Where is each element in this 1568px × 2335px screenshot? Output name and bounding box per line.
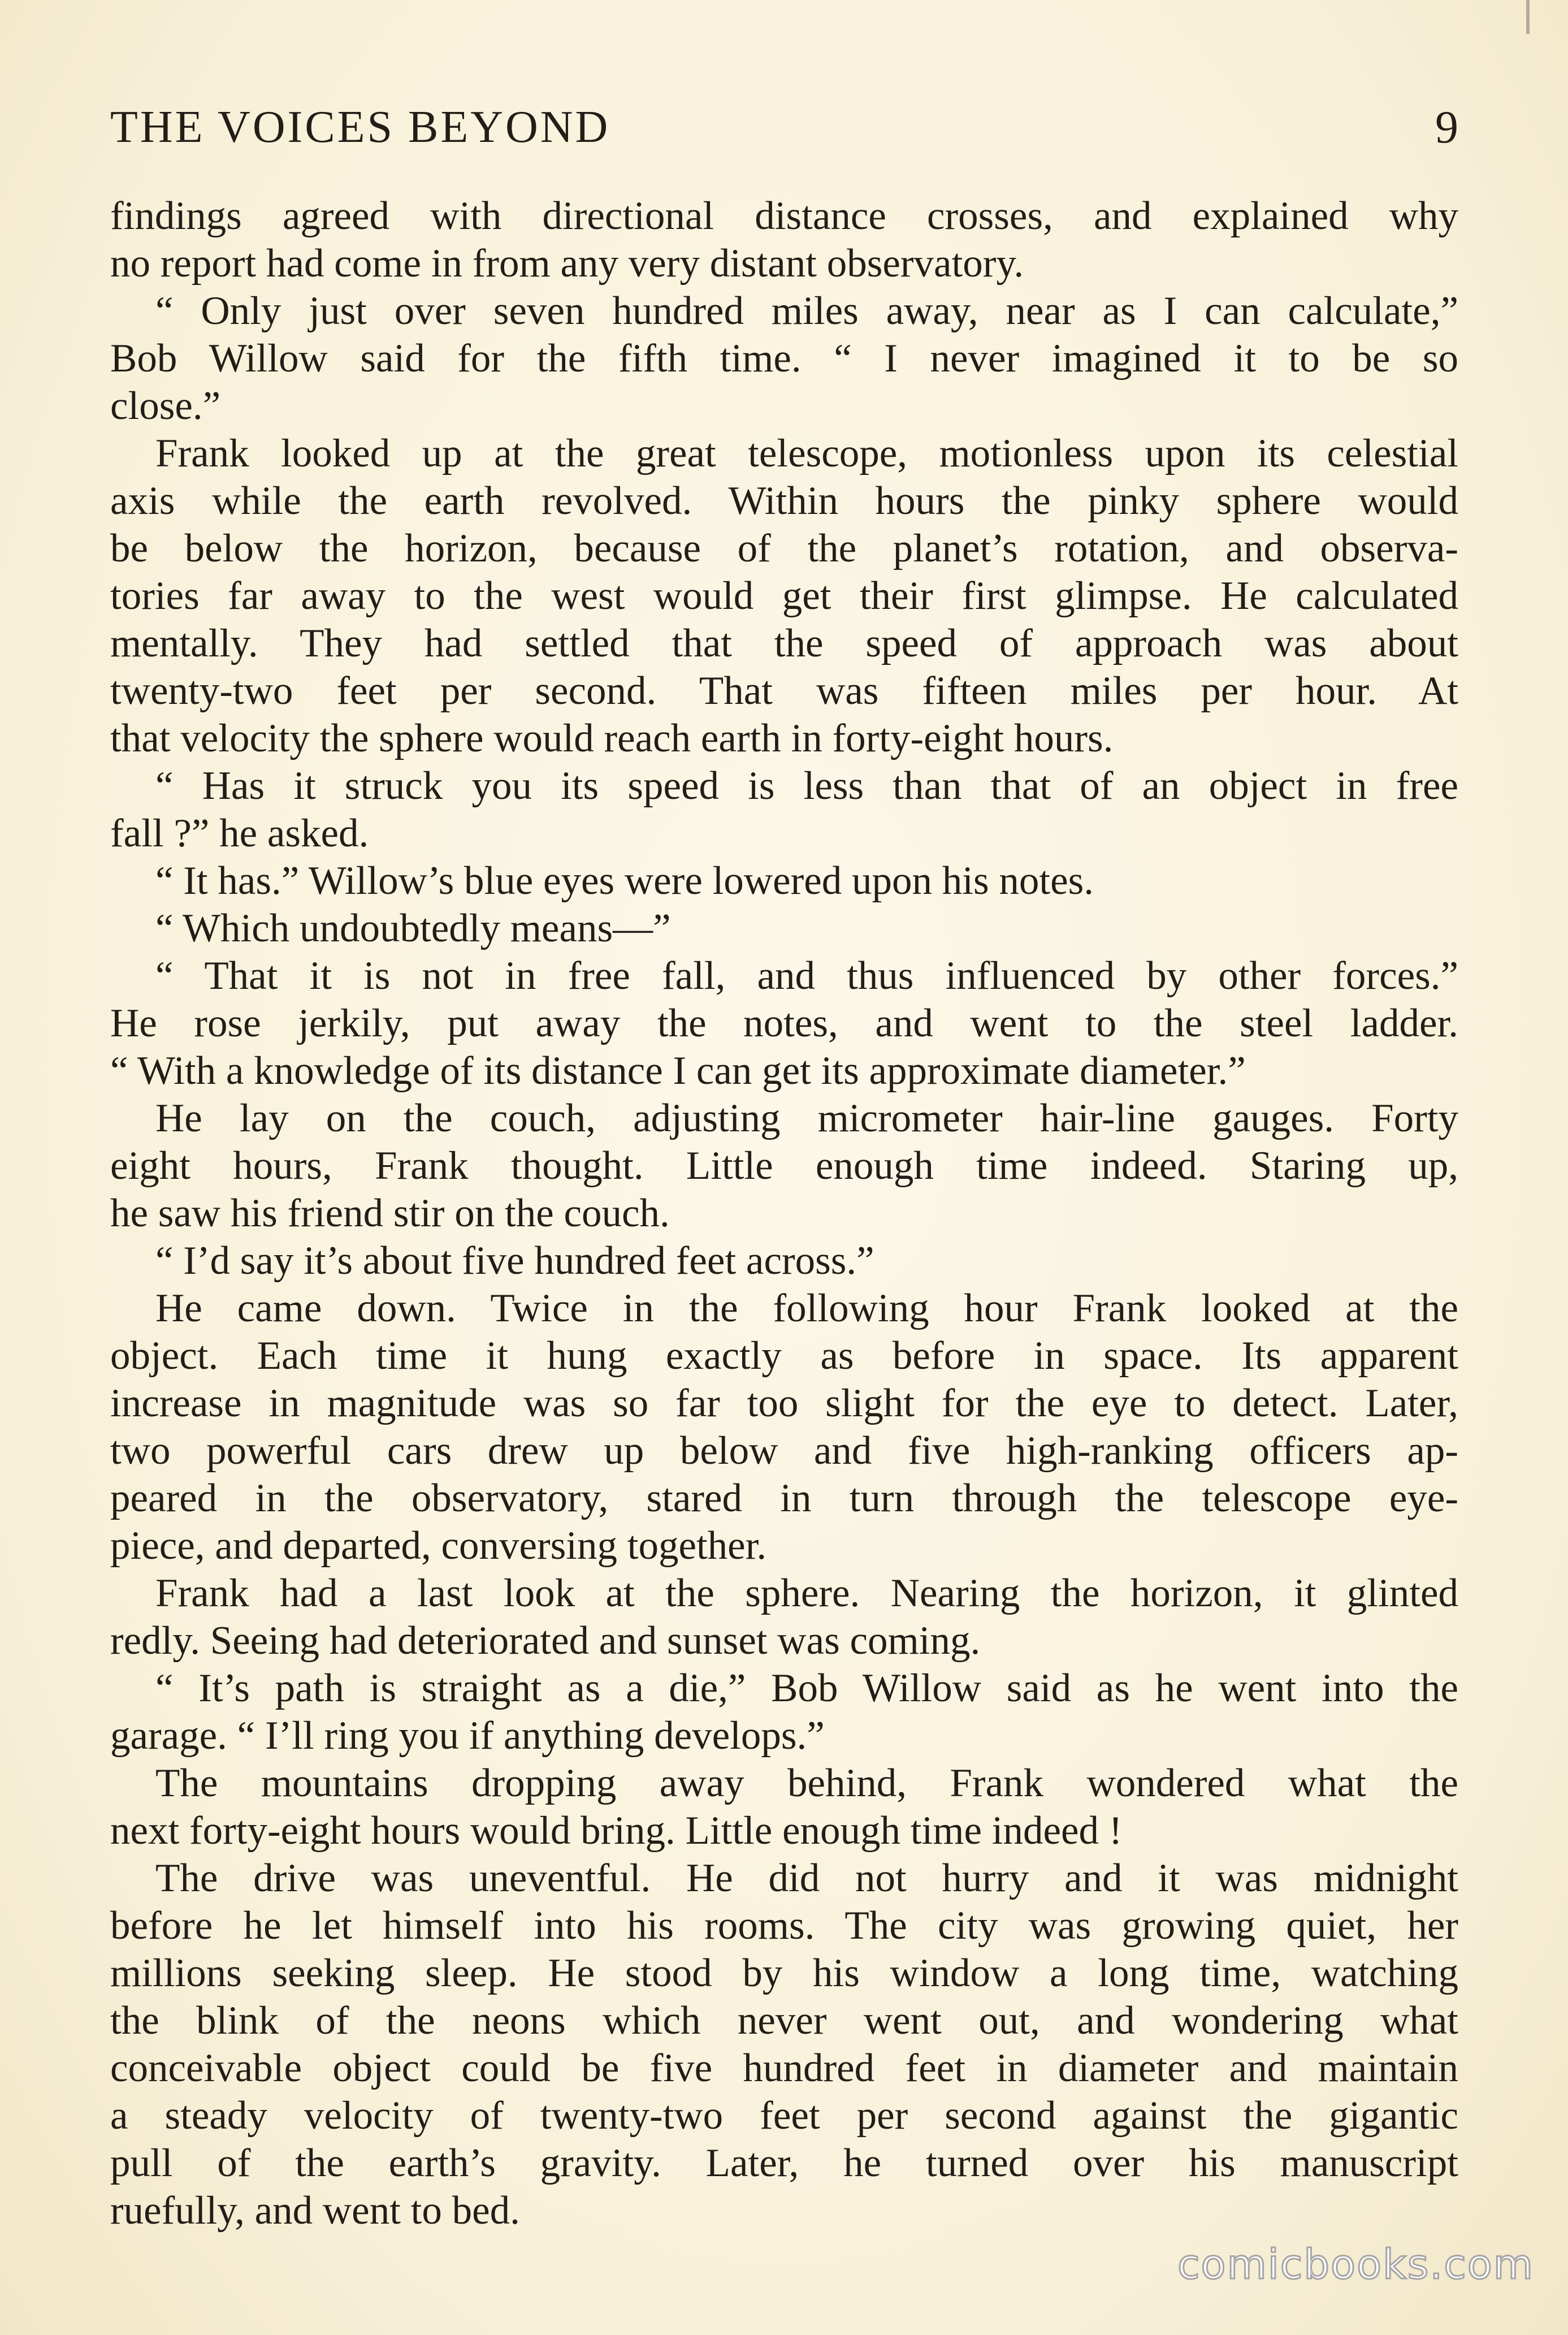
text-line: a steady velocity of twenty-two feet per second against the gigantic: [110, 2094, 1458, 2138]
text-line: piece, and departed, conversing together.: [110, 1524, 767, 1568]
text-line: ruefully, and went to bed.: [110, 2189, 520, 2233]
text-line: “ I’d say it’s about five hundred feet across.”: [155, 1239, 874, 1283]
text-line: “ It’s path is straight as a die,” Bob Willow said as he went into the: [155, 1666, 1458, 1710]
text-line: “ That it is not in free fall, and thus influenced by other forces.”: [155, 954, 1458, 998]
text-line: Frank looked up at the great telescope, motionless upon its celestial: [155, 431, 1458, 475]
body-text: [110, 192, 1458, 2234]
text-line: axis while the earth revolved. Within hours the pinky sphere would: [110, 479, 1458, 523]
text-line: twenty-two feet per second. That was fifteen miles per hour. At: [110, 669, 1458, 713]
text-line: before he let himself into his rooms. The city was growing quiet, her: [110, 1904, 1458, 1948]
text-line: He came down. Twice in the following hour Frank looked at the: [155, 1286, 1458, 1330]
text-line: The mountains dropping away behind, Frank wondered what the: [155, 1761, 1458, 1805]
text-line: “ It has.” Willow’s blue eyes were lowered upon his notes.: [155, 859, 1094, 903]
text-line: conceivable object could be five hundred feet in diameter and maintain: [110, 2046, 1458, 2090]
page-number: 9: [1435, 101, 1458, 153]
text-line: “ Only just over seven hundred miles away, near as I can calculate,”: [155, 289, 1458, 333]
text-line: garage. “ I’ll ring you if anything develops.”: [110, 1714, 825, 1758]
running-head: THE VOICES BEYOND: [110, 102, 610, 152]
text-line: findings agreed with directional distance crosses, and explained why: [110, 194, 1458, 238]
watermark: comicbooks.com: [1177, 2241, 1534, 2288]
page-edge-mark: [1526, 0, 1530, 34]
text-line: “ With a knowledge of its distance I can get its approximate diameter.”: [110, 1049, 1246, 1093]
text-line: He lay on the couch, adjusting micrometer hair-line gauges. Forty: [155, 1096, 1458, 1140]
text-line: The drive was uneventful. He did not hurry and it was midnight: [155, 1856, 1458, 1900]
text-line: no report had come in from any very distant observatory.: [110, 241, 1024, 286]
text-line: “ Has it struck you its speed is less than that of an object in free: [155, 764, 1458, 808]
text-line: next forty-eight hours would bring. Little enough time indeed !: [110, 1809, 1123, 1853]
text-line: he saw his friend stir on the couch.: [110, 1191, 670, 1235]
text-line: close.”: [110, 384, 221, 428]
text-line: pull of the earth’s gravity. Later, he turned over his manuscript: [110, 2141, 1458, 2185]
text-line: eight hours, Frank thought. Little enough time indeed. Staring up,: [110, 1144, 1458, 1188]
text-line: mentally. They had settled that the speed of approach was about: [110, 621, 1458, 665]
text-line: Frank had a last look at the sphere. Nearing the horizon, it glinted: [155, 1571, 1458, 1615]
text-line: that velocity the sphere would reach earth in forty-eight hours.: [110, 716, 1114, 760]
text-line: object. Each time it hung exactly as before in space. Its apparent: [110, 1334, 1458, 1378]
text-line: He rose jerkily, put away the notes, and went to the steel ladder.: [110, 1001, 1458, 1045]
page-header: [110, 93, 1458, 161]
text-line: the blink of the neons which never went out, and wondering what: [110, 1999, 1458, 2043]
text-line: increase in magnitude was so far too slight for the eye to detect. Later,: [110, 1381, 1458, 1425]
text-line: be below the horizon, because of the planet’s rotation, and observa-: [110, 526, 1458, 570]
text-line: “ Which undoubtedly means—”: [155, 906, 671, 950]
text-line: two powerful cars drew up below and five high-ranking officers ap-: [110, 1429, 1458, 1473]
text-line: redly. Seeing had deteriorated and sunset was coming.: [110, 1619, 981, 1663]
text-line: Bob Willow said for the fifth time. “ I never imagined it to be so: [110, 336, 1458, 380]
text-line: tories far away to the west would get their first glimpse. He calculated: [110, 574, 1458, 618]
text-line: millions seeking sleep. He stood by his window a long time, watching: [110, 1951, 1458, 1995]
text-line: peared in the observatory, stared in turn through the telescope eye-: [110, 1476, 1458, 1520]
text-line: fall ?” he asked.: [110, 811, 369, 855]
